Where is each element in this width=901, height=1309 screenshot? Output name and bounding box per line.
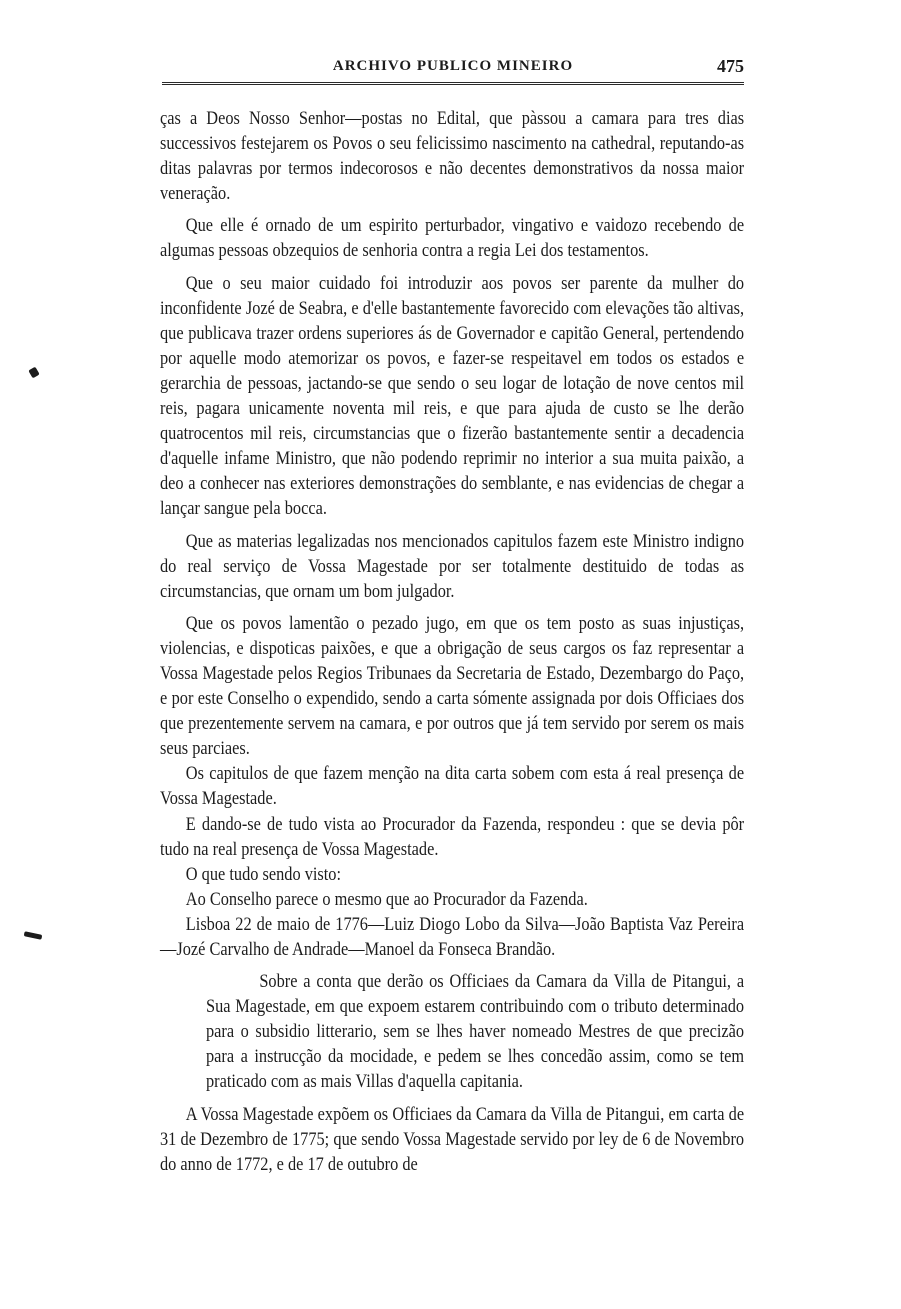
paragraph: Que os povos lamentão o pezado jugo, em que os tem posto as suas injustiças, violencias, e dispoticas paixões, e que a obrigação de seus cargos os faz representar a Vossa Magestade pelos Regios Tribunaes da Secretaria de Estado, Dezembargo do Paço, e por este Conselho o expendido, sendo a carta sómente assignada por dois Officiaes dos que prezentemente servem na camara, e por outros que já tem servido por serem os mais seus parciaes. (160, 612, 745, 760)
paragraph: O que tudo sendo visto: (185, 863, 342, 885)
margin-ink-mark (24, 931, 43, 940)
paragraph: E dando-se de tudo vista ao Procurador da Fazenda, respondeu : que se devia pôr tudo na real presença de Vossa Magestade. (160, 813, 745, 860)
signature-line: Lisboa 22 de maio de 1776—Luiz Diogo Lobo da Silva—João Baptista Vaz Pereira—Jozé Carvalho de Andrade—Manoel da Fonseca Brandão. (160, 913, 745, 960)
page-header (162, 52, 744, 86)
paragraph: Que as materias legalizadas nos mencionados capitulos fazem este Ministro indigno do real serviço de Vossa Magestade por ser totalmente destituido de todas as circumstancias, que ornam um bom julgador. (160, 530, 745, 602)
memo-text: Sobre a conta que derão os Officiaes da Camara da Villa de Pitangui, a Sua Magestade, em que expoem estarem contribuindo com o tributo determinado para o subsidio litterario, sem se lhes haver nomeado Mestres de que precizão para a instrucção da mocidade, e pedem se lhes concedão assim, como se tem praticado com as mais Villas d'aquella capitania. (206, 971, 745, 1093)
margin-ink-mark (28, 367, 39, 379)
paragraph: A Vossa Magestade expõem os Officiaes da Camara da Villa de Pitangui, em carta de 31 de Dezembro de 1775; que sendo Vossa Magestade servido por ley de 6 de Novembro do anno de 1772, e de 17 de outubro de (160, 1103, 745, 1175)
document-body (160, 106, 744, 1177)
paragraph: Que elle é ornado de um espirito perturbador, vingativo e vaidozo recebendo de algumas pessoas obzequios de senhoria contra a regia Lei dos testamentos. (160, 215, 745, 262)
paragraph: ças a Deos Nosso Senhor—postas no Edital, que pàssou a camara para tres dias successivos festejarem os Povos o seu felicissimo nascimento na cathedral, reputando-as ditas palavras por termos indecorosos e não decentes demonstrativos da nossa maior veneração. (160, 108, 745, 205)
paragraph: Que o seu maior cuidado foi introduzir aos povos ser parente da mulher do inconfidente Jozé de Seabra, e d'elle bastantemente favorecido com elevações tão altivas, que publicava trazer ordens superiores ás de Governador e capitão General, pertendendo por aquelle modo atemorizar os povos, e fazer-se respeitavel em todos os estados e gerarchia de pessoas, jactando-se que sendo o seu logar de lotação de nove centos mil reis, pagara unicamente noventa mil reis, e que para ajuda de custo se lhe derão quatrocentos mil reis, circumstancias que o fizerão bastantemente sentir a decadencia d'aquelle infame Ministro, que não podendo reprimir no interior a sua muita paixão, a deo a conhecer nas exteriores demonstrações do semblante, e nas evidencias de chegar a lançar sangue pela bocca. (160, 272, 745, 520)
header-rule (162, 82, 744, 85)
paragraph: Ao Conselho parece o mesmo que ao Procurador da Fazenda. (185, 888, 588, 910)
memo-block (206, 969, 744, 1094)
paragraph: Os capitulos de que fazem menção na dita carta sobem com esta á real presença de Vossa Magestade. (160, 763, 745, 810)
page-number: 475 (717, 56, 744, 76)
header-title: ARCHIVO PUBLICO MINEIRO (332, 58, 574, 74)
